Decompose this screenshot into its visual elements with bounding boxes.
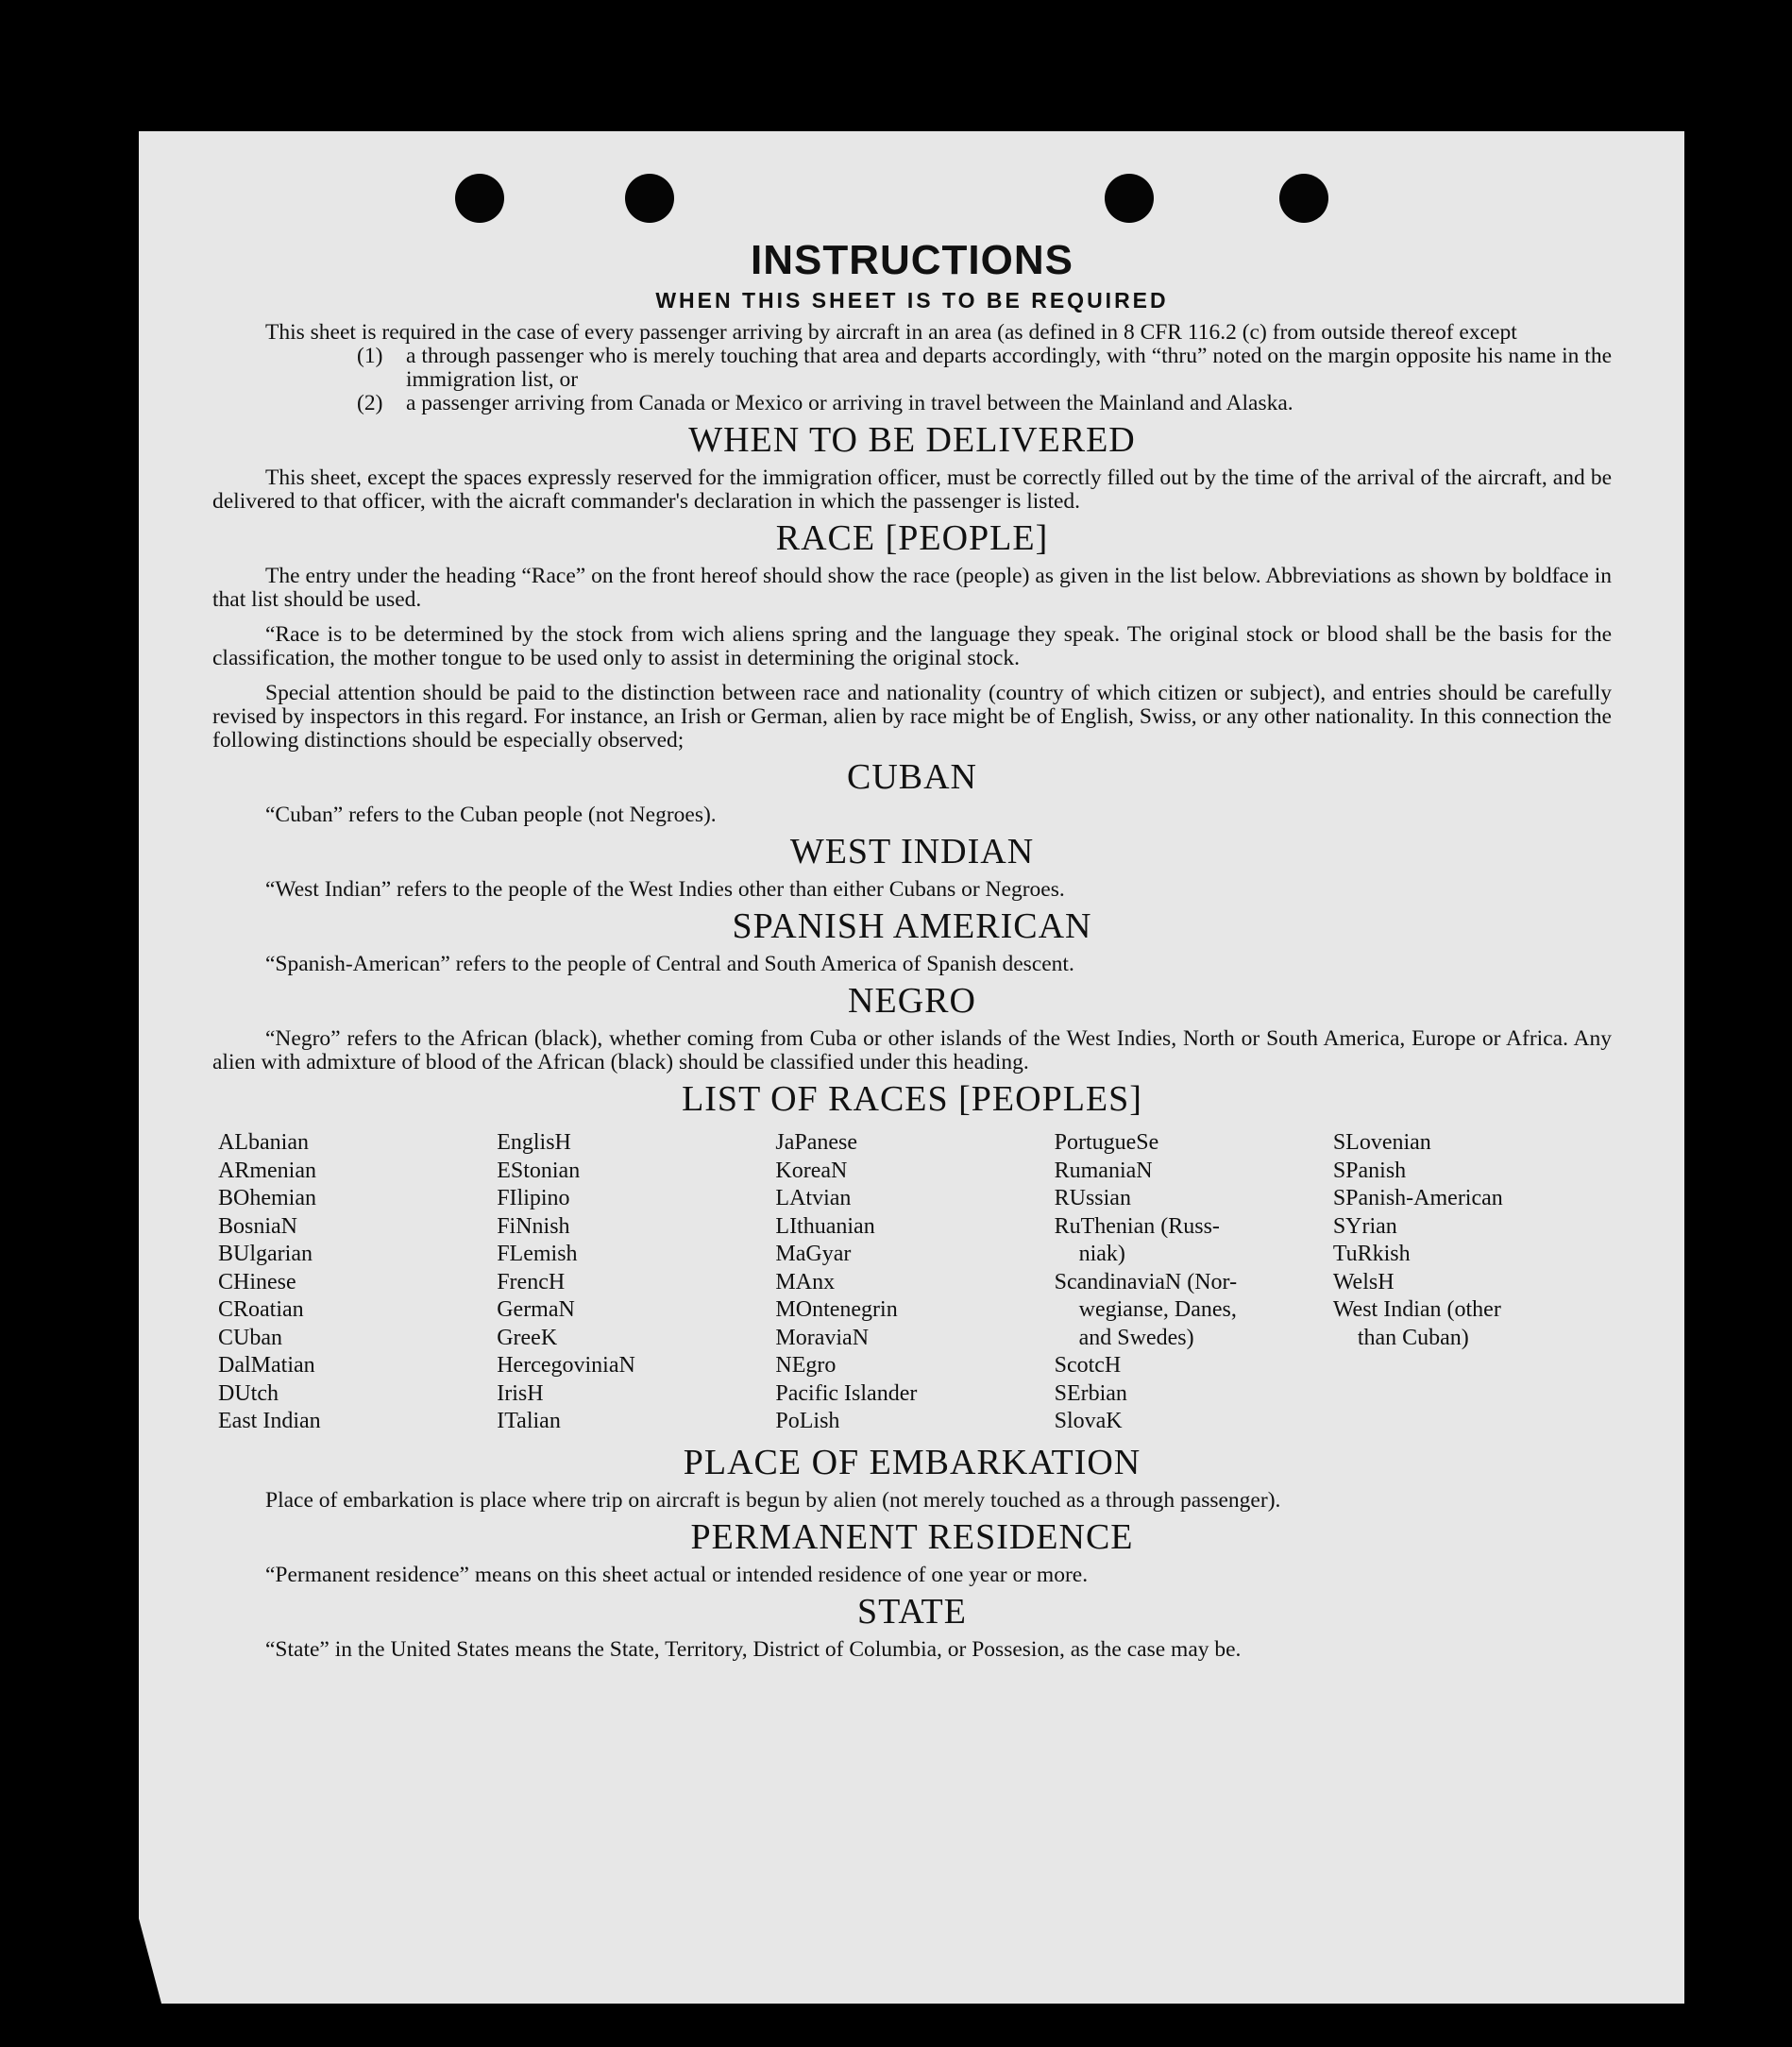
race-entry: PoLish: [775, 1409, 840, 1433]
race-entry: ALbanian: [218, 1130, 309, 1155]
race-entry: SYrian: [1332, 1213, 1397, 1239]
race-entry: CUban: [218, 1325, 282, 1350]
race-entry: MaGyar: [775, 1242, 852, 1266]
punch-hole: [455, 174, 504, 223]
race-entry: Pacific Islander: [775, 1380, 918, 1406]
race-entry: NEgro: [775, 1353, 837, 1378]
race-entry: MOntenegrin: [775, 1297, 898, 1322]
race-entry: FiNnish: [497, 1213, 570, 1239]
race-entry: SPanish-American: [1332, 1186, 1503, 1210]
races-column: [497, 1129, 775, 1436]
race-entry: BUlgarian: [218, 1242, 313, 1266]
race-entry: and Swedes): [1078, 1325, 1194, 1350]
race-entry: EnglisH: [497, 1130, 571, 1155]
race-entry: PortugueSe: [1054, 1130, 1159, 1155]
race-entry: MoraviaN: [775, 1325, 870, 1350]
punch-hole: [1279, 174, 1328, 223]
races-column: [1333, 1129, 1612, 1436]
section-heading-spanish-american: SPANISH AMERICAN: [732, 906, 1092, 946]
west-indian-paragraph: “West Indian” refers to the people of the West Indies other than either Cubans or Negroes.: [265, 877, 1065, 902]
document-sheet: [139, 131, 1684, 2004]
race-entry: EStonian: [497, 1158, 581, 1183]
races-column: [775, 1129, 1054, 1436]
race-entry: ITalian: [497, 1409, 561, 1433]
race-entry: RumaniaN: [1054, 1158, 1153, 1183]
race-entry: ScandinaviaN (Nor-: [1054, 1269, 1238, 1294]
race-entry: KoreaN: [775, 1158, 848, 1183]
section-heading-race: RACE [PEOPLE]: [775, 518, 1049, 558]
race-entry: ScotcH: [1054, 1353, 1122, 1378]
page-subtitle: WHEN THIS SHEET IS TO BE REQUIRED: [655, 288, 1169, 313]
race-entry: niak): [1078, 1242, 1125, 1266]
races-column: [1055, 1129, 1333, 1436]
race-entry: FrencH: [497, 1269, 566, 1294]
section-heading-state: STATE: [857, 1591, 967, 1632]
race-entry: CRoatian: [218, 1297, 304, 1322]
state-paragraph: “State” in the United States means the State, Territory, District of Columbia, or Possesion, as the case may be.: [265, 1636, 1242, 1662]
race-paragraph-2: “Race is to be determined by the stock from wich aliens spring and the language they speak. The original stock or blood shall be the basis for the classification, the mother tongue to be used only to assist in determining the original stock.: [212, 622, 1612, 670]
residence-paragraph: “Permanent residence” means on this sheet actual or intended residence of one year or more.: [265, 1562, 1089, 1587]
exception-item-2: [212, 392, 1612, 415]
race-entry: SPanish: [1332, 1158, 1407, 1183]
race-entry: LAtvian: [775, 1186, 852, 1210]
document-content: [212, 237, 1612, 1662]
race-entry: GreeK: [497, 1325, 558, 1350]
race-entry: FLemish: [497, 1242, 578, 1266]
exception-item-1: [212, 345, 1612, 392]
spanish-american-paragraph: “Spanish-American” refers to the people of Central and South America of Spanish descent.: [265, 952, 1074, 976]
race-entry: SlovaK: [1054, 1409, 1123, 1433]
race-entry: WelsH: [1332, 1269, 1395, 1294]
race-entry: HercegoviniaN: [497, 1353, 635, 1378]
section-heading-embarkation: PLACE OF EMBARKATION: [683, 1442, 1141, 1482]
race-entry: wegianse, Danes,: [1078, 1297, 1237, 1322]
race-entry: RuThenian (Russ-: [1054, 1213, 1220, 1239]
race-entry: JaPanese: [775, 1130, 858, 1155]
cuban-paragraph: “Cuban” refers to the Cuban people (not Negroes).: [265, 803, 717, 827]
delivered-paragraph: This sheet, except the spaces expressly reserved for the immigration officer, must be correctly filled out by the time of the arrival of the aircraft, and be delivered to that officer, with the aicraft commander's declaration in which the passenger is listed.: [212, 465, 1612, 514]
embarkation-paragraph: Place of embarkation is place where trip on aircraft is begun by alien (not merely touched as a through passenger).: [265, 1487, 1281, 1513]
race-entry: BOhemian: [218, 1186, 316, 1210]
requirement-paragraph: This sheet is required in the case of every passenger arriving by aircraft in an area (as defined in 8 CFR 116.2 (c) from outside thereof except: [265, 320, 1517, 345]
section-heading-west-indian: WEST INDIAN: [789, 832, 1035, 871]
race-entry: FIlipino: [497, 1186, 570, 1210]
exception-text: a passenger arriving from Canada or Mexico or arriving in travel between the Mainland and Alaska.: [406, 391, 1293, 415]
race-entry: BosniaN: [218, 1213, 297, 1239]
race-paragraph-3: Special attention should be paid to the distinction between race and nationality (country of which citizen or subject), and entries should be carefully revised by inspectors in this regard. For instance, an Irish or German, alien by race might be of English, Swiss, or any other nationality. In this connection the following distinctions should be especially observed;: [212, 681, 1612, 753]
negro-paragraph: “Negro” refers to the African (black), whether coming from Cuba or other islands of the West Indies, North or South America, Europe or Africa. Any alien with admixture of blood of the African (black) should be classified under this heading.: [212, 1026, 1612, 1074]
race-entry: GermaN: [497, 1297, 575, 1322]
punch-hole: [625, 174, 674, 223]
race-entry: MAnx: [775, 1269, 836, 1294]
section-heading-cuban: CUBAN: [846, 757, 978, 797]
race-entry: IrisH: [497, 1380, 544, 1406]
section-heading-races-list: LIST OF RACES [PEOPLES]: [682, 1079, 1142, 1119]
race-paragraph-1: The entry under the heading “Race” on the front hereof should show the race (people) as given in the list below. Abbreviations as shown by boldface in that list should be used.: [212, 564, 1612, 612]
section-heading-residence: PERMANENT RESIDENCE: [690, 1516, 1134, 1557]
exception-number: (2): [357, 391, 383, 415]
race-entry: ARmenian: [218, 1158, 316, 1183]
race-entry: DalMatian: [218, 1353, 315, 1378]
race-entry: RUssian: [1054, 1186, 1131, 1210]
race-entry: LIthuanian: [775, 1213, 875, 1239]
race-entry: SLovenian: [1332, 1130, 1431, 1155]
race-entry: than Cuban): [1357, 1325, 1469, 1350]
exception-number: (1): [357, 344, 383, 368]
race-entry: West Indian (other: [1332, 1297, 1501, 1322]
race-entry: TuRkish: [1332, 1242, 1411, 1266]
section-heading-delivered: WHEN TO BE DELIVERED: [688, 420, 1136, 460]
race-entry: SErbian: [1054, 1380, 1127, 1406]
exception-text: a through passenger who is merely touching that area and departs accordingly, with “thru” noted on the margin opposite his name in the immigration list, or: [406, 344, 1612, 392]
punch-hole: [1105, 174, 1154, 223]
section-heading-negro: NEGRO: [848, 981, 976, 1021]
race-entry: DUtch: [218, 1380, 279, 1406]
race-entry: East Indian: [218, 1409, 321, 1433]
races-list: [218, 1129, 1612, 1436]
race-entry: CHinese: [218, 1269, 296, 1294]
page-title: INSTRUCTIONS: [751, 237, 1074, 283]
races-column: [218, 1129, 497, 1436]
